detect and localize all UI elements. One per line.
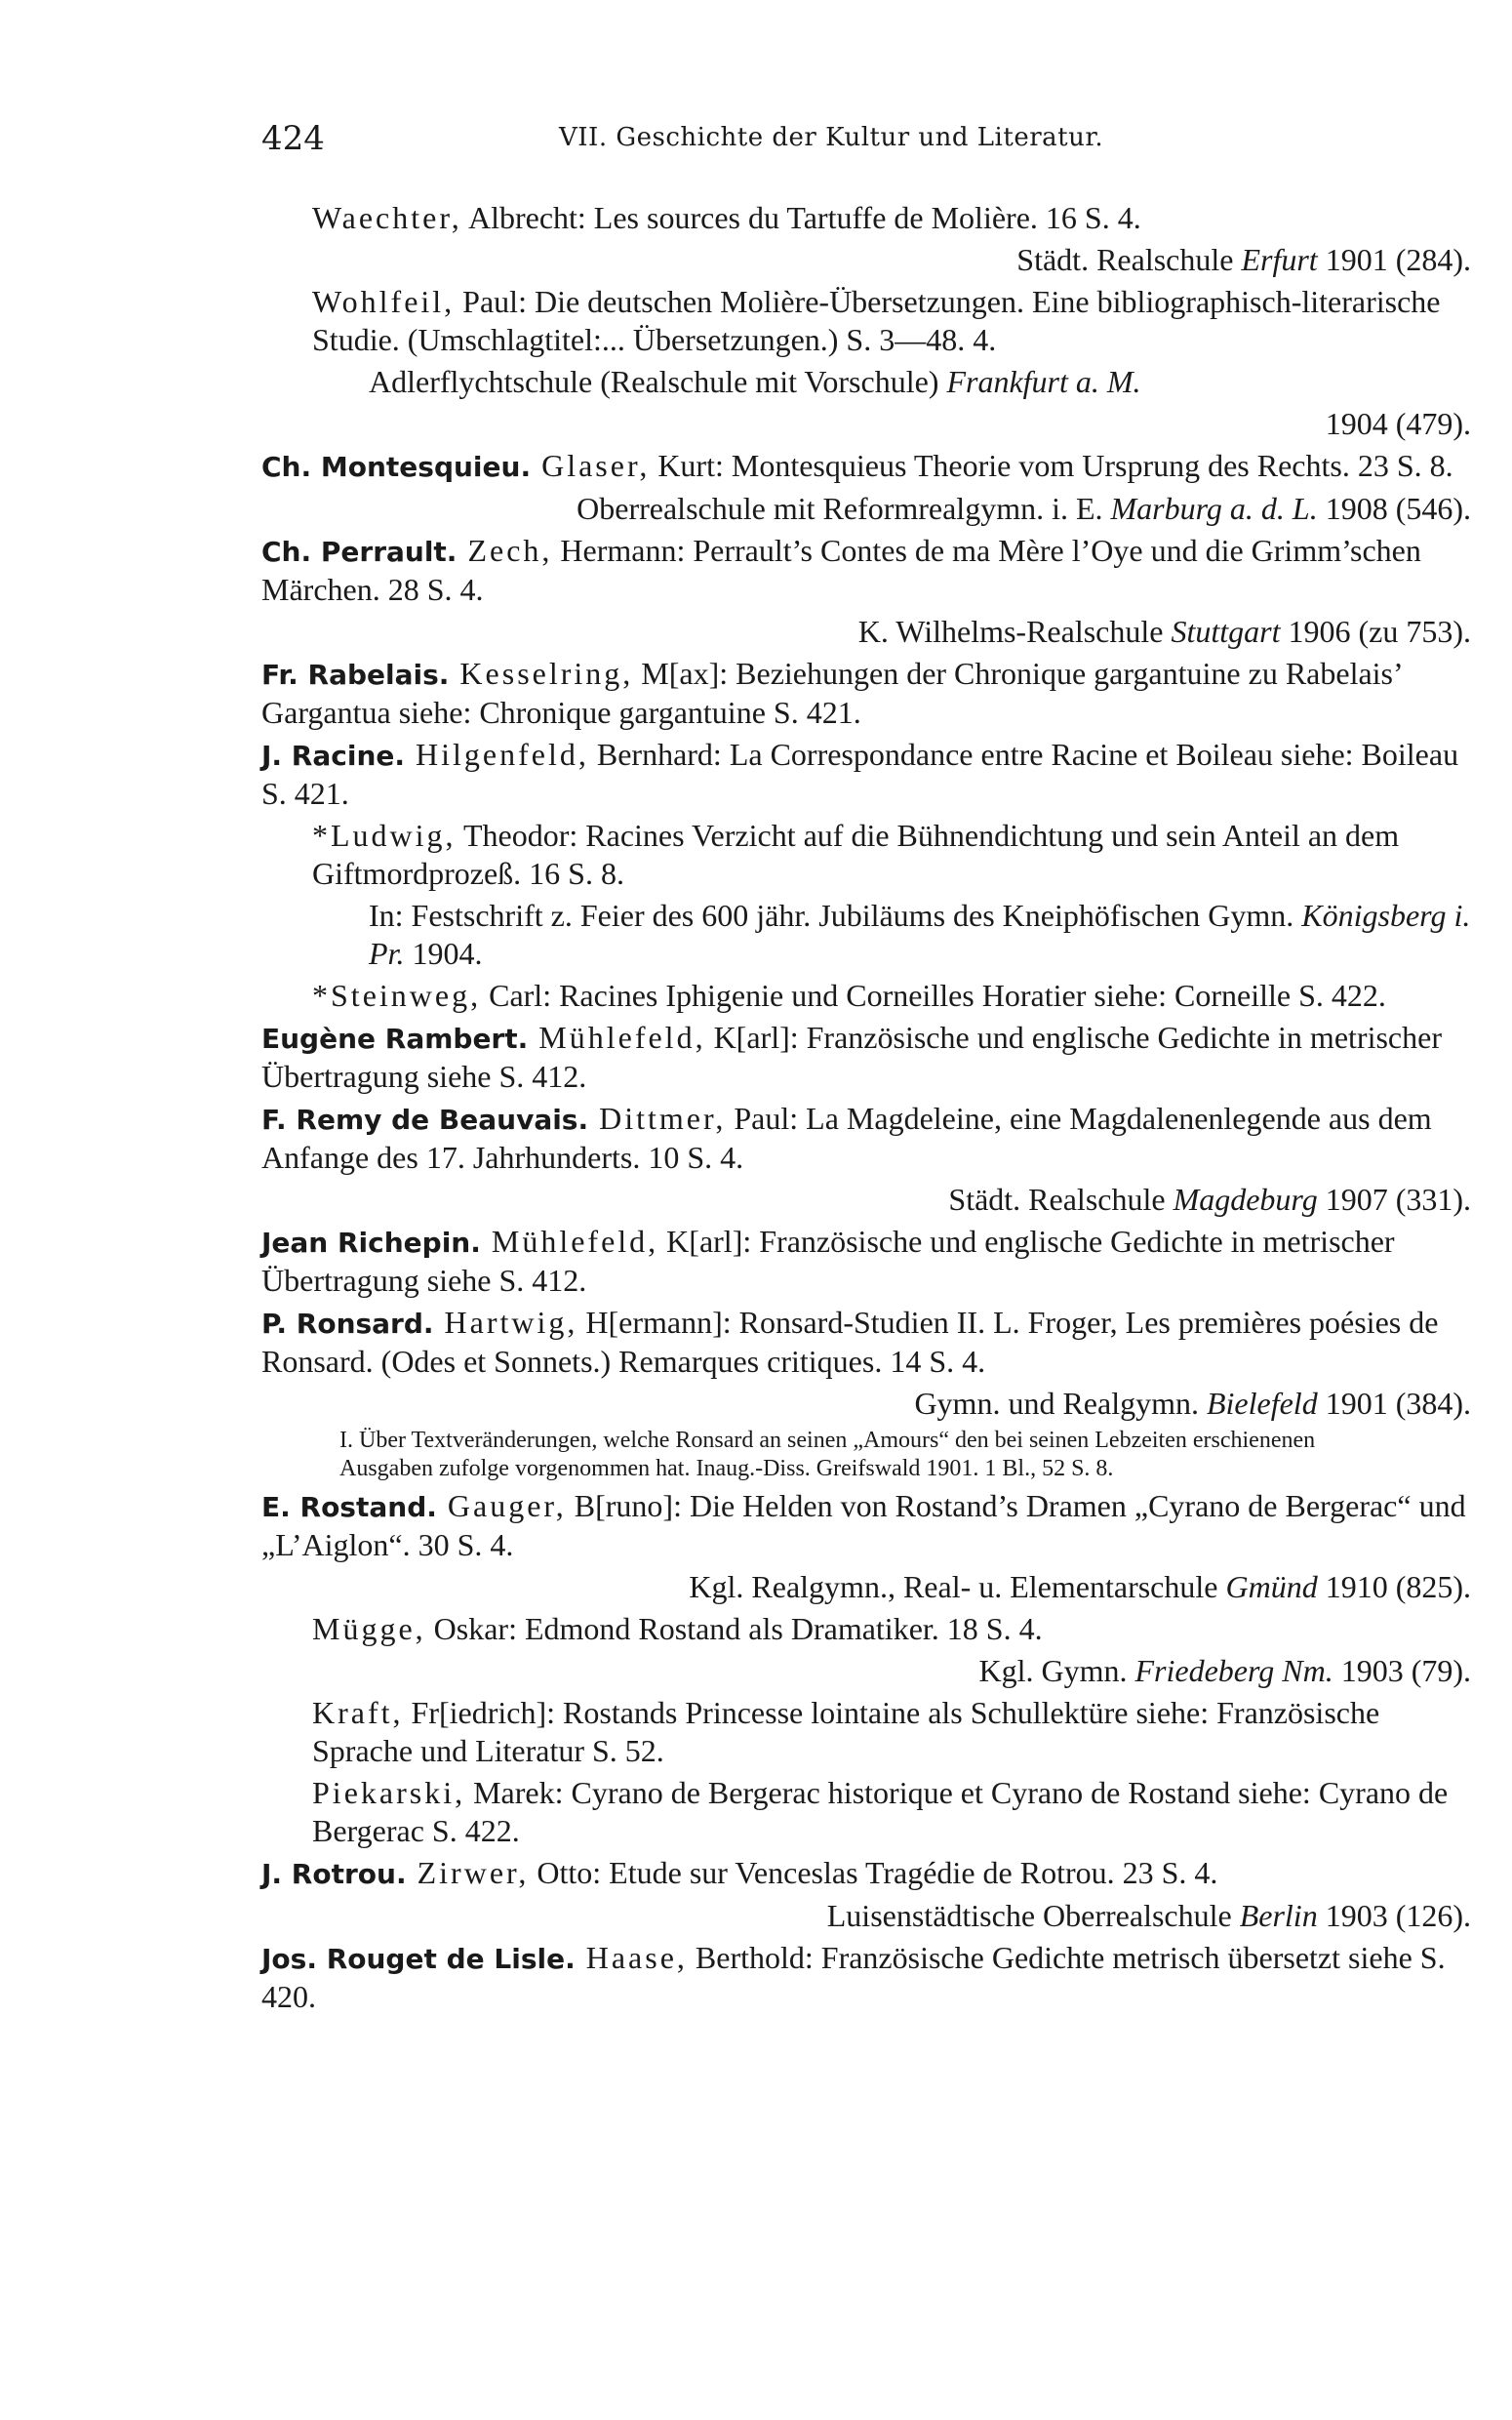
entry-text: Paul: La Magdeleine, eine Magdalenenlegende aus dem Anfange des 17. Jahrhunderts. 10 S. 4. xyxy=(261,1101,1432,1175)
entry-racine-ludwig xyxy=(312,817,1471,893)
entry-text: Paul: Die deutschen Molière-Übersetzungen. Eine bibliographisch-literarische Studie. (Umschlagtitel:... Übersetzungen.) S. 3—48. 4. xyxy=(312,284,1441,357)
source-text: K. Wilhelms-Realschule xyxy=(857,614,1172,649)
author-name: Mühlefeld, xyxy=(528,1020,706,1055)
entry-rouget-de-lisle xyxy=(261,1939,1471,2016)
entry-text: K[arl]: Französische und englische Gedichte in metrischer Übertragung siehe S. 412. xyxy=(261,1224,1395,1298)
entry-text: Albrecht: Les sources du Tartuffe de Molière. 16 S. 4. xyxy=(461,200,1141,235)
entry-source xyxy=(261,1568,1471,1606)
source-text: Kgl. Gymn. xyxy=(978,1653,1135,1688)
running-title: VII. Geschichte der Kultur und Literatur. xyxy=(559,123,1104,152)
source-year: 1910 (825). xyxy=(1317,1569,1471,1604)
source-place: Erfurt xyxy=(1241,242,1318,277)
author-name: Mühlefeld, xyxy=(480,1224,659,1259)
entry-ronsard xyxy=(261,1304,1471,1381)
entry-waechter xyxy=(312,199,1471,237)
entry-rambert xyxy=(261,1019,1471,1096)
entry-note: I. Über Textveränderungen, welche Ronsard an seinen „Amours“ den bei seinen Lebzeiten erschienenen Ausgaben zufolge vorgenommen hat. Inaug.-Diss. Greifswald 1901. 1 Bl., 52 S. 8. xyxy=(339,1428,1316,1481)
entry-source xyxy=(261,1652,1471,1690)
subject-label: Jos. Rouget de Lisle. xyxy=(261,1943,576,1975)
entry-source xyxy=(261,1897,1471,1935)
subject-label: Fr. Rabelais. xyxy=(261,659,450,691)
entry-text: Marek: Cyrano de Bergerac historique et Cyrano de Rostand siehe: Cyrano de Bergerac S. 422. xyxy=(312,1775,1449,1848)
entry-text: H[ermann]: Ronsard-Studien II. L. Froger, Les premières poésies de Ronsard. (Odes et Sonnets.) Remarques critiques. 14 S. 4. xyxy=(261,1305,1439,1379)
author-name: Kesselring, xyxy=(449,656,634,691)
page-number: 424 xyxy=(261,119,325,158)
author-name: Mügge, xyxy=(312,1611,426,1646)
entry-rostand-gauger xyxy=(261,1487,1471,1564)
source-text: Luisenstädtische Oberrealschule xyxy=(826,1898,1240,1933)
author-name: Wohlfeil, xyxy=(312,284,456,319)
source-place: Friedeberg Nm. xyxy=(1134,1653,1333,1688)
entry-racine-hilgenfeld xyxy=(261,736,1471,813)
source-text: Gymn. und Realgymn. xyxy=(914,1386,1207,1421)
source-year: 1906 (zu 753). xyxy=(1280,614,1471,649)
subject-label: E. Rostand. xyxy=(261,1491,437,1523)
entry-source xyxy=(369,897,1471,973)
author-name: Hartwig, xyxy=(433,1305,578,1340)
entry-source-year: 1904 (479). xyxy=(1325,406,1471,441)
entry-source xyxy=(369,363,1471,401)
author-name: Piekarski, xyxy=(312,1775,466,1810)
entry-text: K[arl]: Französische und englische Gedichte in metrischer Übertragung siehe S. 412. xyxy=(261,1020,1442,1094)
entry-text: Oskar: Edmond Rostand als Dramatiker. 18 S. 4. xyxy=(425,1611,1043,1646)
source-text: Städt. Realschule xyxy=(1016,242,1242,277)
page-header xyxy=(261,119,1471,174)
entry-richepin xyxy=(261,1223,1471,1300)
entry-text: B[runo]: Die Helden von Rostand’s Dramen „Cyrano de Bergerac“ und „L’Aiglon“. 30 S. 4. xyxy=(261,1488,1466,1562)
subject-label: F. Remy de Beauvais. xyxy=(261,1104,589,1136)
source-text: Adlerflychtschule (Realschule mit Vorschule) xyxy=(369,364,947,399)
source-place: Berlin xyxy=(1239,1898,1318,1933)
source-text: Kgl. Realgymn., Real- u. Elementarschule xyxy=(689,1569,1226,1604)
subject-label: Eugène Rambert. xyxy=(261,1023,529,1055)
entry-rostand-muegge xyxy=(312,1610,1471,1648)
page xyxy=(261,119,1471,2014)
source-place: Stuttgart xyxy=(1171,614,1281,649)
entry-source xyxy=(261,1181,1471,1219)
source-year: 1903 (79). xyxy=(1333,1653,1471,1688)
entry-rostand-kraft xyxy=(312,1694,1471,1770)
entry-source xyxy=(261,1385,1471,1423)
source-year: 1901 (284). xyxy=(1317,242,1471,277)
source-place: Königsberg i. Pr. xyxy=(369,898,1471,971)
author-name: Hilgenfeld, xyxy=(405,737,589,772)
source-text: Oberrealschule mit Reformrealgymn. i. E. xyxy=(577,491,1111,526)
entry-text: Theodor: Racines Verzicht auf die Bühnendichtung und sein Anteil an dem Giftmordprozeß. 16 S. 8. xyxy=(312,818,1400,891)
entry-text: Bernhard: La Correspondance entre Racine et Boileau siehe: Boileau S. 421. xyxy=(261,737,1459,811)
entry-racine-steinweg xyxy=(312,977,1471,1015)
author-name: Gauger, xyxy=(436,1488,567,1523)
entry-remy-de-beauvais xyxy=(261,1100,1471,1177)
entry-wohlfeil xyxy=(312,283,1471,359)
author-name: Dittmer, xyxy=(588,1101,727,1136)
author-name: Haase, xyxy=(575,1940,688,1975)
subject-label: J. Racine. xyxy=(261,740,406,772)
author-name: Glaser, xyxy=(531,448,651,483)
entry-source xyxy=(261,241,1471,279)
source-text: In: Festschrift z. Feier des 600 jähr. Jubiläums des Kneiphöfischen Gymn. xyxy=(369,898,1302,933)
entry-rabelais xyxy=(261,655,1471,732)
entry-text: Hermann: Perrault’s Contes de ma Mère l’Oye und die Grimm’schen Märchen. 28 S. 4. xyxy=(261,533,1421,607)
source-year: 1901 (384). xyxy=(1317,1386,1471,1421)
source-place: Gmünd xyxy=(1225,1569,1318,1604)
entry-source xyxy=(261,490,1471,528)
entry-perrault xyxy=(261,532,1471,609)
subject-label: Jean Richepin. xyxy=(261,1227,481,1259)
source-year: 1904. xyxy=(404,936,483,971)
author-name: Zirwer, xyxy=(406,1855,530,1890)
author-name: Waechter, xyxy=(312,200,462,235)
source-place: Magdeburg xyxy=(1173,1182,1318,1217)
entry-text: Otto: Etude sur Venceslas Tragédie de Rotrou. 23 S. 4. xyxy=(529,1855,1218,1890)
subject-label: Ch. Montesquieu. xyxy=(261,451,532,483)
source-year: 1907 (331). xyxy=(1317,1182,1471,1217)
source-place: Marburg a. d. L. xyxy=(1110,491,1318,526)
subject-label: Ch. Perrault. xyxy=(261,536,458,568)
source-year: 1903 (126). xyxy=(1317,1898,1471,1933)
subject-label: P. Ronsard. xyxy=(261,1308,434,1340)
entry-montesquieu xyxy=(261,447,1471,486)
subject-label: J. Rotrou. xyxy=(261,1858,407,1890)
entry-text: Berthold: Französische Gedichte metrisch übersetzt siehe S. 420. xyxy=(261,1940,1446,2014)
entry-rotrou xyxy=(261,1854,1471,1893)
source-text: Städt. Realschule xyxy=(948,1182,1174,1217)
author-name: *Ludwig, xyxy=(312,818,457,853)
entry-rostand-piekarski xyxy=(312,1774,1471,1850)
source-place: Bielefeld xyxy=(1206,1386,1318,1421)
entry-source xyxy=(261,613,1471,651)
author-name: *Steinweg, xyxy=(312,978,482,1013)
author-name: Kraft, xyxy=(312,1695,404,1730)
entry-text: Kurt: Montesquieus Theorie vom Ursprung des Rechts. 23 S. 8. xyxy=(650,448,1453,483)
entry-text: Carl: Racines Iphigenie und Corneilles Horatier siehe: Corneille S. 422. xyxy=(481,978,1386,1013)
source-year: 1908 (546). xyxy=(1317,491,1471,526)
bibliography-text xyxy=(261,199,1471,2020)
author-name: Zech, xyxy=(457,533,553,568)
entry-text: M[ax]: Beziehungen der Chronique gargantuine zu Rabelais’ Gargantua siehe: Chronique gargantuine S. 421. xyxy=(261,656,1402,730)
source-place: Frankfurt a. M. xyxy=(946,364,1141,399)
entry-text: Fr[iedrich]: Rostands Princesse lointaine als Schullektüre siehe: Französische Sprache und Literatur S. 52. xyxy=(312,1695,1380,1768)
